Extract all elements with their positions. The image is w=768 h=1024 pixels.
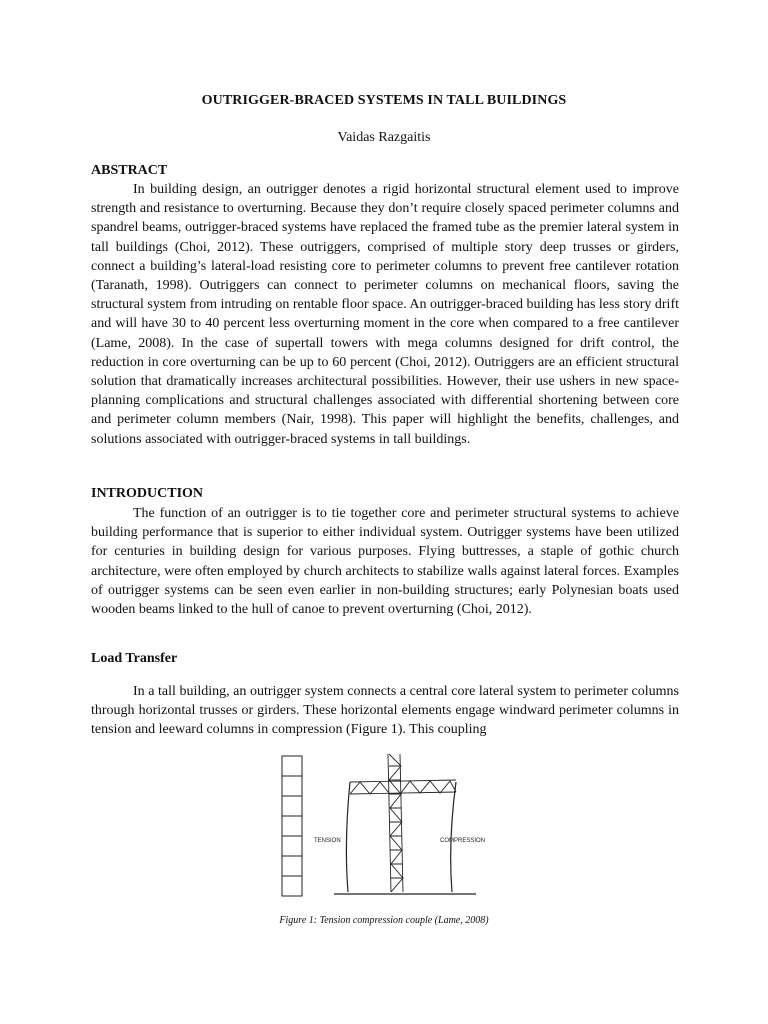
introduction-heading: INTRODUCTION xyxy=(91,486,204,501)
floor-elevation xyxy=(282,756,302,896)
introduction-body xyxy=(91,504,679,619)
tension-column xyxy=(346,782,350,892)
load-transfer-body xyxy=(91,682,679,740)
load-transfer-paragraph: In a tall building, an outrigger system connects a central core lateral system to perimeter columns through horizontal trusses or girders. These horizontal elements engage windward perimeter columns in tension and leeward columns in compression (Figure 1). This coupling xyxy=(91,684,679,738)
abstract-body xyxy=(91,180,679,449)
compression-column xyxy=(451,782,456,892)
abstract-paragraph: In building design, an outrigger denotes a rigid horizontal structural element used to improve strength and resistance to overturning. Because they don’t require closely spaced perimeter columns and spandrel beams, outrigger-braced systems have replaced the framed tube as the premier lateral system in tall buildings (Choi, 2012). These outriggers, comprised of multiple story deep trusses or girders, connect a building’s lateral-load resisting core to perimeter columns to prevent free cantilever rotation (Taranath, 1998). Outriggers can connect to perimeter columns on mechanical floors, saving the structural system from intruding on rentable floor space. An outrigger-braced building has less story drift and will have 30 to 40 percent less overturning moment in the core when compared to a free cantilever (Lame, 2008). In the case of supertall towers with mega columns designed for drift control, the reduction in core overturning can be up to 60 percent (Choi, 2012). Outriggers are an efficient structural solution that dramatically increases architectural possibilities. However, their use ushers in new space-planning complications and structural challenges associated with differential shortening between core and perimeter column members (Nair, 1998). This paper will highlight the benefits, challenges, and solutions associated with outrigger-braced systems in tall buildings. xyxy=(91,182,679,447)
load-transfer-heading: Load Transfer xyxy=(91,651,178,666)
author-name: Vaidas Razgaitis xyxy=(337,130,431,145)
figure-caption: Figure 1: Tension compression couple (Lame, 2008) xyxy=(279,915,489,926)
tension-label: TENSION xyxy=(314,838,341,844)
abstract-heading: ABSTRACT xyxy=(91,163,168,178)
outrigger-figure xyxy=(270,752,500,904)
compression-label: COMPRESSION xyxy=(440,838,486,844)
paper-title: OUTRIGGER-BRACED SYSTEMS IN TALL BUILDINGS xyxy=(201,93,567,108)
introduction-paragraph: The function of an outrigger is to tie together core and perimeter structural systems to achieve building performance that is superior to either individual system. Outrigger systems have been utilized for centuries in building design for various purposes. Flying buttresses, a staple of gothic church architecture, were often employed by church architects to stabilize walls against lateral forces. Examples of outrigger systems can be seen even earlier in non-building structures; early Polynesian boats used wooden beams linked to the hull of canoe to prevent overturning (Choi, 2012). xyxy=(91,506,679,618)
core-truss xyxy=(388,754,403,892)
outrigger-truss xyxy=(350,780,456,794)
